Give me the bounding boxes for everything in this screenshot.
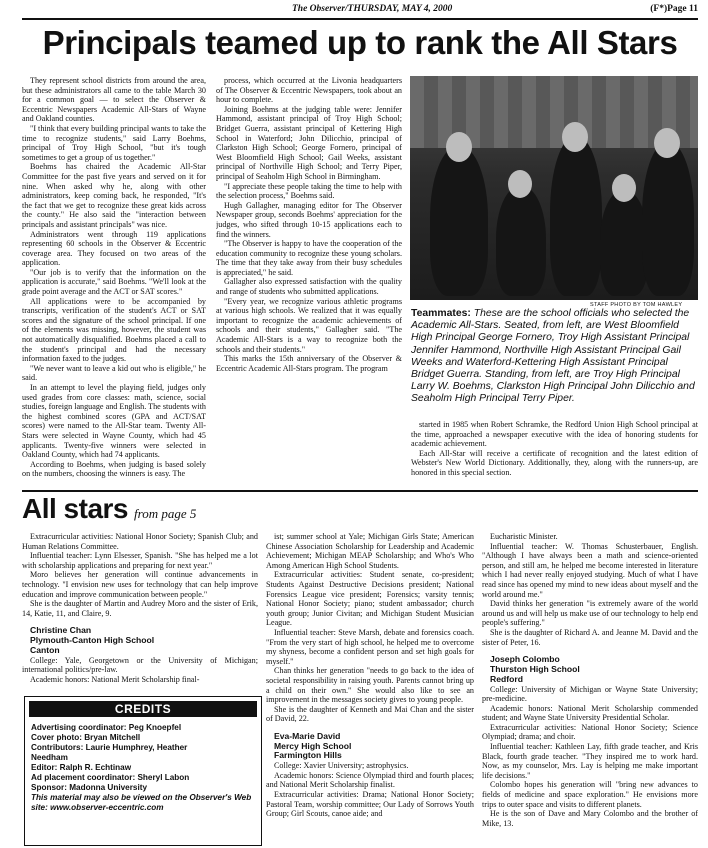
- paragraph: "Every year, we recognize various athletic programs at various high schools. We realized that it was equally important to recognize the academic achievements of schools and their students," Gallagher said. "The Academic All-Stars is a way to recognize both the schools and their students.": [216, 296, 402, 354]
- credits-lines: [31, 723, 257, 813]
- allstar-column-1: [22, 532, 258, 692]
- paragraph: Academic honors: National Merit Scholarship final-: [30, 674, 200, 684]
- paragraph: Academic honors: Science Olympiad third and fourth places; and National Merit Scholarship finalist.: [266, 770, 474, 790]
- credit-line: Editor: Ralph R. Echtinaw: [31, 763, 132, 772]
- student-name: Eva-Marie David: [274, 730, 341, 741]
- student-school: Plymouth-Canton High School: [30, 635, 155, 646]
- student-school: Thurston High School: [490, 663, 580, 674]
- page-header: [22, 3, 698, 17]
- student-city: Canton: [30, 644, 60, 655]
- paragraph: They represent school districts from around the area, but these administrators all came to the table March 30 for a common goal — to select the Observer & Eccentric Newspapers Academic All-Stars of Wayne and Oakland counties.: [22, 76, 206, 124]
- paragraph: College: University of Michigan or Wayne State University; pre-medicine.: [482, 684, 698, 704]
- judges-photo: [410, 76, 698, 300]
- paragraph: Extracurricular activities: Drama; National Honor Society; Pastoral Team, worship committee; Our Lady of Sorrows Youth Group; Girl Scouts, canoe aide; and: [266, 790, 474, 819]
- paragraph: Extracurricular activities: Student senate, co-president; Students Against Destructive Decisions president; National Forensics League vice president; Forensics; varsity tennis; National Honor Society; piano; student ambassador; church youth group; Junior Civitan; and Michigan Student Musician League.: [266, 570, 474, 628]
- paragraph: "I think that every building principal wants to take the time to recognize students," said Larry Boehms, principal of Troy High School, "but it's tough sometimes to get a group of us together.": [22, 123, 206, 162]
- paragraph: Gallagher also expressed satisfaction with the quality and range of students who submitted applications.: [216, 277, 402, 297]
- paragraph: Each All-Star will receive a certificate of recognition and the latest edition of Webster's New World Dictionary. Additionally, they, along with the runners-up, are honored in this special section.: [411, 448, 698, 477]
- paragraph: Colombo hopes his generation will "bring new advances to fields of medicine and space exploration." He envisions more trips to outer space and visits to different planets.: [482, 780, 698, 809]
- photo-face: [612, 174, 636, 202]
- photo-credit: STAFF PHOTO BY TOM HAWLEY: [590, 302, 683, 308]
- photo-person: [642, 142, 694, 296]
- allstar-column-3: [482, 532, 698, 844]
- student-school: Mercy High School: [274, 740, 352, 751]
- paragraph: Academic honors: National Merit Scholarship commended student; and Wayne State University Presidential Scholar.: [482, 703, 698, 723]
- article-column-3: [411, 420, 698, 486]
- paragraph: David thinks her generation "is extremely aware of the world around us and will help us make use of our technology to help end people's suffering.": [482, 599, 698, 628]
- student-name: Christine Chan: [30, 625, 92, 636]
- paragraph: According to Boehms, when judging is based solely on the numbers, choosing the winners is easy. The: [22, 459, 206, 479]
- paragraph: Hugh Gallagher, managing editor for The Observer Newspaper group, seconds Boehms' appreciation for the judges, who sifted through 10-15 applications each to find the winners.: [216, 200, 402, 239]
- paragraph: Influential teacher: Lynn Elsesser, Spanish. "She has helped me a lot with scholarship applications and preparing for next year.": [22, 551, 258, 570]
- student-city: Redford: [490, 673, 523, 684]
- student-city: Farmington Hills: [274, 750, 342, 761]
- photo-face: [508, 170, 532, 198]
- student-profile: [266, 761, 474, 819]
- paragraph: College: Yale, Georgetown or the University of Michigan; international politics/pre-law.: [22, 655, 258, 675]
- paragraph: She is the daughter of Kenneth and Mai Chan and the sister of David, 22.: [266, 704, 474, 724]
- paragraph: He is the son of Dave and Mary Colombo and the brother of Mike, 13.: [482, 809, 698, 828]
- paragraph: Extracurricular activities: National Honor Society; Science Olympiad; drama; and choir.: [482, 722, 698, 742]
- paragraph: Extracurricular activities: National Honor Society; Spanish Club; and Human Relations Committee.: [22, 532, 258, 551]
- section-title: All stars: [22, 493, 128, 524]
- student-profile: [482, 685, 698, 829]
- section-rule: [22, 490, 698, 492]
- paragraph: In an attempt to level the playing field, judges only used grades from core classes: math, science, social studies, foreign language and English. The students with the highest combined scores (GPA and ACT/SAT scores) were named to the All-Star team. Twenty All-Stars were selected in Wayne County, which had 45 applicants. Twenty-five winners were selected in Oakland County, which had 74 applicants.: [22, 383, 206, 460]
- credit-line: Needham: [31, 753, 68, 762]
- header-page-number: (F*)Page 11: [650, 4, 698, 14]
- paragraph: This marks the 15th anniversary of the Observer & Eccentric Academic All-Stars program. The program: [216, 354, 402, 373]
- photo-person: [550, 136, 602, 296]
- paragraph: process, which occurred at the Livonia headquarters of The Observer & Eccentric Newspapers, took about an hour to complete.: [216, 76, 402, 105]
- header-rule: [22, 18, 698, 20]
- paragraph: "I appreciate these people taking the time to help with the selection process," Boehms said.: [216, 181, 402, 201]
- photo-person: [600, 190, 648, 296]
- paragraph: Influential teacher: Kathleen Lay, fifth grade teacher, and Kris Black, fourth grade teacher. "They inspired me to work hard. Now, as my counselor, Mrs. Lay is helping me make important life decisions.": [482, 742, 698, 780]
- credit-line: Sponsor: Madonna University: [31, 783, 148, 792]
- paragraph: "We never want to leave a kid out who is eligible," he said.: [22, 363, 206, 383]
- credit-line: Advertising coordinator: Peg Knoepfel: [31, 723, 182, 732]
- student-profile: [482, 532, 698, 647]
- credit-line: Ad placement coordinator: Sheryl Labon: [31, 773, 190, 782]
- section-jump: from page 5: [134, 506, 197, 521]
- paragraph: Moro believes her generation will continue advancements in technology. "I envision new uses for technology that can help improve education and improve communication between people.": [22, 570, 258, 599]
- photo-face: [446, 132, 472, 162]
- paragraph: Chan thinks her generation "needs to go back to the idea of societal responsibility in raising youth. Parents cannot bring up a child on their own." She would also like to see an improvement in the messages society gives to young people.: [266, 666, 474, 705]
- paragraph: ist; summer school at Yale; Michigan Girls State; American Chinese Association Scholarship for Leadership and Academic Achievement; Michigan MEAP Scholarship; and Who's Who Among American High School Students.: [266, 532, 474, 570]
- credits-box: [24, 696, 262, 846]
- photo-face: [562, 122, 588, 152]
- paragraph: Influential teacher: Steve Marsh, debate and forensics coach. "From the very start of high school, he helped me to overcome my shyness, become a confident person and set high goals for myself.": [266, 627, 474, 666]
- photo-caption: [411, 308, 698, 406]
- paragraph: "The Observer is happy to have the cooperation of the education community to recognize these young scholars. The time that they take away from their busy schedules is appreciated," he said.: [216, 239, 402, 277]
- paragraph: Influential teacher: W. Thomas Schusterbauer, English. "Although I have always been a math and science-oriented person, and still am, he helped me become interested in literature which I had never really enjoyed studying. Much of what I have read since has opened my mind to new ideas about myself and the world around me.": [482, 541, 698, 599]
- paragraph: "Our job is to verify that the information on the application is accurate," said Boehms. "We'll look at the grade point average and the ACT or SAT scores.": [22, 267, 206, 297]
- credits-web-note: This material may also be viewed on the Observer's Web site: www.observer-eccentric.com: [31, 793, 252, 812]
- article-column-1: [22, 76, 206, 486]
- section-header: [22, 494, 196, 524]
- caption-text: These are the school officials who selected the Academic All-Stars. Seated, from left, are West Bloomfield High Principal George Fornero, Troy High Assistant Principal Jennifer Hammond, Northville High Assistant Principal Gail Weeks and Waterford-Kettering High Assistant Principal Bridget Guerra. Standing, from left, are Troy High Principal Larry W. Boehms, Clarkston High Principal John Dilicchio and Seaholm High Principal Terry Piper.: [411, 308, 695, 405]
- photo-person: [496, 186, 546, 296]
- allstar-intro: [22, 532, 258, 618]
- paragraph: All applications were to be accompanied by transcripts, verification of the student's ACT or SAT scores and the signature of the school principal. If one of the elements was missing, however, the student was not automatically disqualified. Boehms placed a call to the student's principal and had the necessary information faxed to the judges.: [22, 296, 206, 364]
- credit-line: Contributors: Laurie Humphrey, Heather: [31, 743, 188, 752]
- allstar-column-2: [266, 532, 474, 844]
- credit-line: Cover photo: Bryan Mitchell: [31, 733, 141, 742]
- paragraph: She is the daughter of Martin and Audrey Moro and the sister of Erik, 14, Katie, 11, and Claire, 9.: [22, 599, 258, 618]
- student-name: Joseph Colombo: [490, 654, 560, 665]
- paragraph: Joining Boehms at the judging table were: Jennifer Hammond, assistant principal of Troy High School; Bridget Guerra, assistant principal of Kettering High School in Waterford; John Dilicchio, principal of Clarkston High School; George Fornero, principal of West Bloomfield High School; Gail Weeks, assistant principal of Northville High School; and Terry Piper, principal of Seaholm High School in Birmingham.: [216, 104, 402, 181]
- paragraph: started in 1985 when Robert Schramke, the Redford Union High School principal at the time, approached a newspaper executive with the idea of honoring students for academic achievement.: [411, 420, 698, 449]
- caption-lead: Teammates:: [411, 308, 471, 319]
- header-dateline: The Observer/THURSDAY, MAY 4, 2000: [292, 4, 453, 14]
- paragraph: Administrators went through 119 applications representing 60 schools in the Observer & Eccentric coverage area. They focused on two areas of the application.: [22, 229, 206, 268]
- paragraph: College: Xavier University; astrophysics.: [274, 761, 409, 771]
- photo-person: [430, 146, 488, 296]
- paragraph: She is the daughter of Richard A. and Jeanne M. David and the sister of Peter, 16.: [482, 627, 698, 647]
- credits-title: CREDITS: [29, 701, 257, 717]
- student-profile: [266, 532, 474, 724]
- article-column-2: [216, 76, 402, 486]
- student-profile: [22, 656, 258, 685]
- photo-face: [654, 128, 680, 158]
- headline: Principals teamed up to rank the All Stars: [42, 24, 678, 61]
- paragraph: Boehms has chaired the Academic All-Star Committee for the past five years and served on it for nine. When asked why he, along with other administrators, keep coming back, he responded, "It's the fact that we get to recognize these great kids across the county." He also said the "interaction between principals and assistant principals" was nice.: [22, 162, 206, 229]
- paragraph: Eucharistic Minister.: [490, 532, 558, 541]
